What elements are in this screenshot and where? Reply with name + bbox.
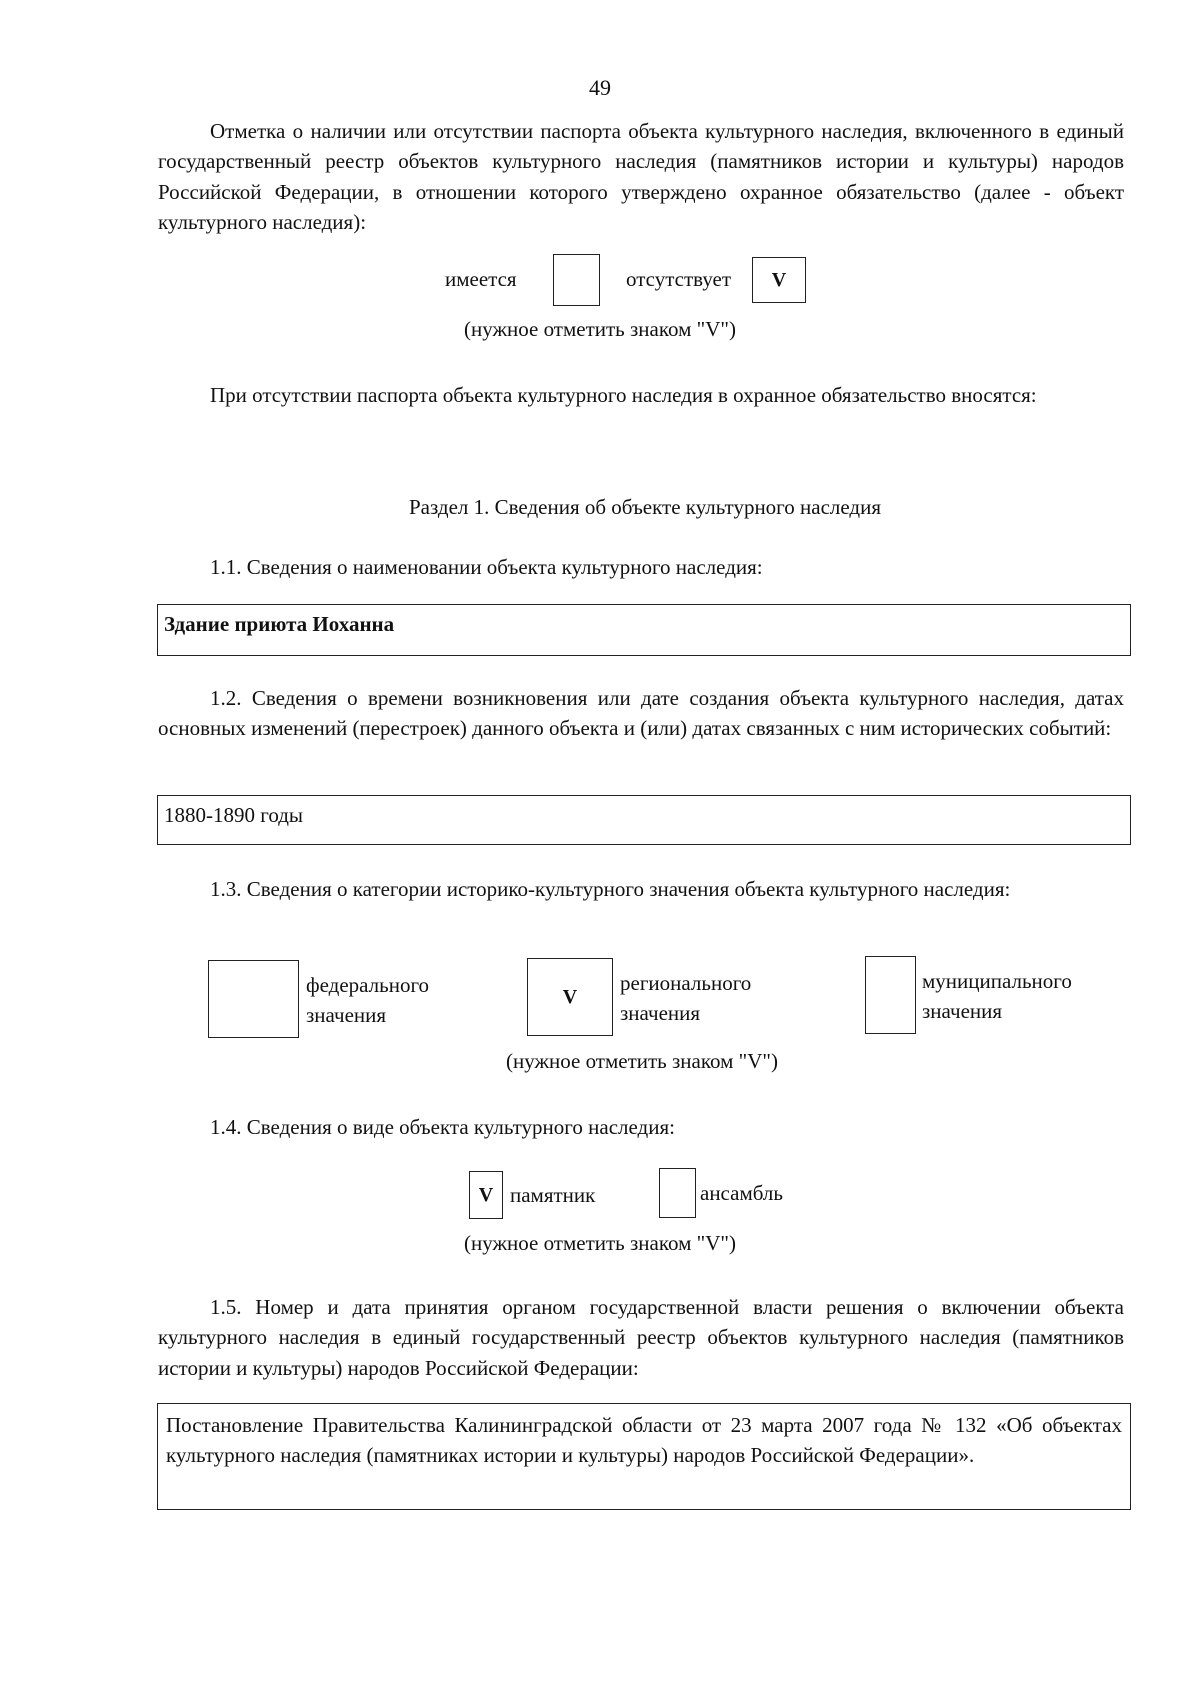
s1-3-heading: 1.3. Сведения о категории историко-культурного значения объекта культурного наследия: [210,877,1011,901]
s1-1-heading: 1.1. Сведения о наименовании объекта культурного наследия: [210,555,763,579]
s1-3-hint: (нужное отметить знаком "V") [506,1049,778,1073]
s1-5-heading: 1.5. Номер и дата принятия органом государственной власти решения о включении объекта культурного наследия в единый государственный реестр объектов культурного наследия (памятников истории и культуры) народов Российской Федерации: [158,1295,1124,1380]
intro-paragraph: Отметка о наличии или отсутствии паспорта объекта культурного наследия, включенного в единый государственный реестр объектов культурного наследия (памятников истории и культуры) народов Российской Федерации, в отношении которого утверждено охранное обязательство (далее - объект культурного наследия): [158,119,1124,235]
regional-label: регионального значения [620,971,752,1026]
option-absent-checkbox[interactable]: V [752,257,806,303]
s1-5-value: Постановление Правительства Калининградской области от 23 марта 2007 года № 132 «Об объектах культурного наследия (памятниках истории и культуры) народов Российской Федерации». [166,1413,1122,1468]
s1-4-hint: (нужное отметить знаком "V") [464,1231,736,1255]
s1-2-value-field [157,795,1131,845]
option-present-checkbox[interactable] [553,254,600,306]
municipal-label: муниципального значения [922,969,1072,1024]
s1-1-value-field [157,604,1131,656]
s1-2-value: 1880-1890 годы [164,803,304,827]
ensemble-checkbox[interactable] [659,1168,696,1218]
s1-2-heading: 1.2. Сведения о времени возникновения или дате создания объекта культурного наследия, датах основных изменений (перестроек) данного объекта и (или) датах связанных с ним исторических событий: [158,686,1124,741]
option-present-label: имеется [445,267,517,291]
s1-1-value: Здание приюта Иоханна [164,612,395,636]
intro-hint: (нужное отметить знаком "V") [464,317,736,341]
federal-checkbox[interactable] [208,960,299,1038]
s1-4-heading: 1.4. Сведения о виде объекта культурного наследия: [210,1115,675,1139]
federal-label: федерального значения [306,973,430,1028]
page-number: 49 [589,75,611,100]
municipal-checkbox[interactable] [865,956,916,1034]
regional-checkbox[interactable]: V [527,958,613,1036]
monument-checkbox[interactable]: V [469,1171,503,1219]
section-title: Раздел 1. Сведения об объекте культурного наследия [408,495,882,519]
option-absent-label: отсутствует [626,267,732,291]
s1-5-value-field [157,1403,1131,1510]
monument-label: памятник [510,1183,596,1207]
ensemble-label: ансамбль [700,1181,783,1205]
absence-note: При отсутствии паспорта объекта культурного наследия в охранное обязательство вносятся: [210,383,1037,407]
